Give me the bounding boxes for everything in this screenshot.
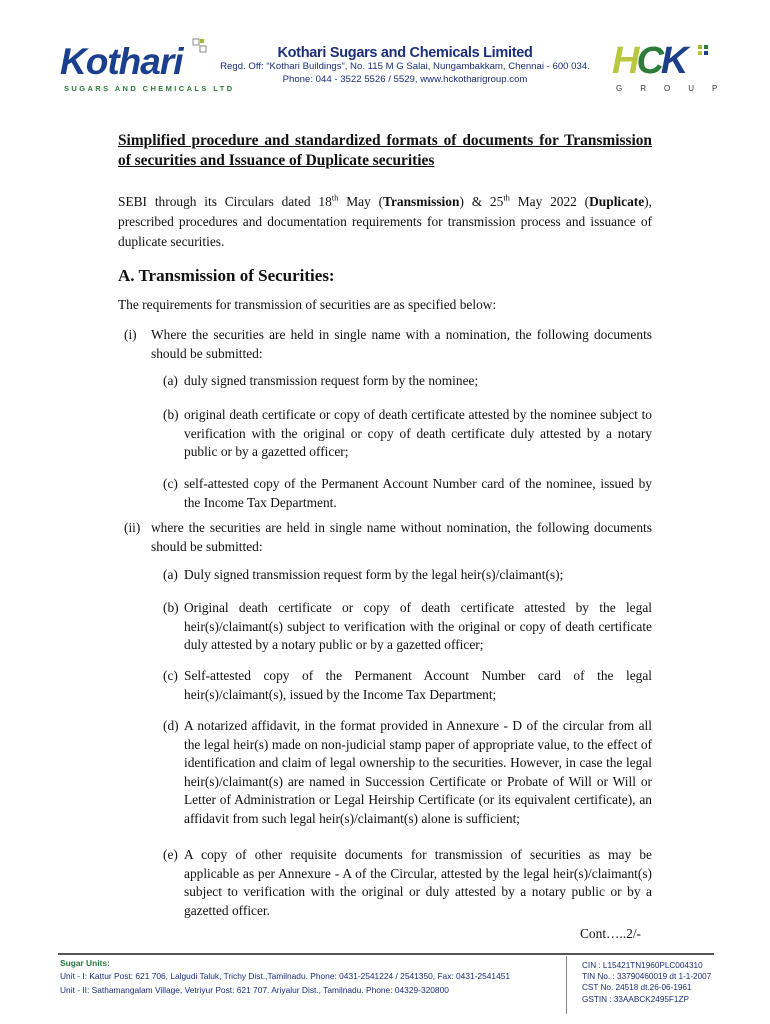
intro-bold-duplicate: Duplicate	[589, 194, 645, 209]
list-item	[163, 406, 652, 462]
case-2	[124, 519, 652, 556]
hck-letter-c: C	[636, 40, 661, 82]
case-2-number: (ii)	[124, 520, 141, 535]
footer-units	[60, 958, 510, 997]
case-1-number: (i)	[124, 327, 137, 342]
section-a-lead: The requirements for transmission of securities are as specified below:	[118, 297, 497, 312]
letterhead	[220, 45, 590, 86]
hck-squares-icon	[696, 44, 712, 62]
list-item	[163, 599, 652, 655]
footer-divider	[566, 956, 567, 1014]
hck-letter-k: K	[660, 40, 686, 82]
section-a-heading: A. Transmission of Securities:	[118, 266, 335, 285]
item-text: A copy of other requisite documents for transmission of securities as may be applicable as per Annexure - A of the Circular, attested by the legal heir(s)/claimant(s) subject to verification with the original or duly attested by a notary public or by a gazetted officer.	[184, 847, 652, 918]
hck-group-logo	[612, 40, 736, 100]
item-number: (c)	[163, 668, 178, 683]
unit-1: Unit - I: Kattur Post: 621 706, Lalgudi Taluk, Trichy Dist.,Tamilnadu. Phone: 0431-2541224 / 2541350, Fax: 0431-2541451	[60, 971, 511, 981]
cst-number: CST No. 24518 dt.26-06-1961	[582, 983, 692, 993]
item-number: (e)	[163, 847, 178, 862]
registered-address: Regd. Off: “Kothari Buildings”, No. 115 M G Salai, Nungambakkam, Chennai - 600 034.	[220, 61, 590, 72]
item-text: original death certificate or copy of death certificate attested by the nominee subject to verification with the original or copy of death certificate duly attested by a notary public or by a gazetted officer;	[184, 407, 652, 460]
cin-number: CIN : L15421TN1960PLC004310	[582, 961, 703, 970]
company-name: Kothari Sugars and Chemicals Limited	[277, 45, 533, 61]
list-item	[163, 717, 652, 829]
item-text: duly signed transmission request form by the nominee;	[184, 373, 479, 388]
intro-bold-transmission: Transmission	[383, 194, 460, 209]
item-text: Duly signed transmission request form by the legal heir(s)/claimant(s);	[184, 567, 564, 582]
item-text: self-attested copy of the Permanent Account Number card of the nominee, issued by the Income Tax Department.	[184, 476, 652, 510]
footer-rule	[58, 953, 714, 955]
item-number: (b)	[163, 407, 179, 422]
intro-text-4: May 2022 (	[509, 194, 590, 209]
continuation-note: Cont…..2/-	[580, 926, 642, 941]
logo-word: Kothari	[60, 41, 183, 82]
item-number: (a)	[163, 567, 178, 582]
intro-text-3: ) & 25	[459, 194, 504, 209]
intro-text-1: SEBI through its Circulars dated 18	[118, 194, 332, 209]
item-text: Self-attested copy of the Permanent Account Number card of the legal heir(s)/claimant(s), issued by the Income Tax Department;	[184, 668, 652, 702]
list-item	[163, 566, 652, 585]
logo-subtitle: SUGARS AND CHEMICALS LTD	[64, 84, 235, 93]
item-text: Original death certificate or copy of death certificate attested by the legal heir(s)/claimant(s) subject to verification with the original or copy of death certificate duly attested by a notary public or by a gazetted officer;	[184, 600, 652, 653]
footer-registration	[582, 960, 711, 1005]
document-title: Simplified procedure and standardized formats of documents for Transmission of securities and Issuance of Duplicate securities	[118, 132, 652, 169]
units-label: Sugar Units:	[60, 958, 110, 968]
item-number: (d)	[163, 718, 179, 733]
case-2-text: where the securities are held in single name without nomination, the following documents should be submitted:	[151, 520, 652, 554]
group-word: GROUP	[616, 84, 736, 93]
hck-letter-h: H	[612, 40, 637, 82]
item-number: (a)	[163, 373, 178, 388]
item-number: (c)	[163, 476, 178, 491]
list-item	[163, 846, 652, 920]
unit-2: Unit - II: Sathamangalam Village, Vetriyur Post: 621 707. Ariyalur Dist., Tamilnadu. Phone: 04329-320800	[60, 985, 449, 995]
case-1	[124, 326, 652, 363]
contact-line: Phone: 044 - 3522 5526 / 5529, www.hckotharigroup.com	[282, 73, 528, 85]
intro-text-5: ), prescribed procedures and documentation requirements for transmission process and issuance of duplicate securities.	[118, 194, 652, 249]
gstin-number: GSTIN : 33AABCK2495F1ZP	[582, 994, 689, 1004]
case-1-text: Where the securities are held in single name with a nomination, the following documents should be submitted:	[151, 327, 652, 361]
list-item	[163, 372, 652, 391]
item-text: A notarized affidavit, in the format provided in Annexure - D of the circular from all the legal heir(s) made on non-judicial stamp paper of appropriate value, to the effect of identification and claim of legal ownership to the securities. However, in case the legal heir(s)/claimant(s) are named in Succession Certificate or Probate of Will or Will or Letter of Administration or Legal Heirship Certificate (or its equivalent certificate), an affidavit from such legal heir(s)/claimant(s) alone is sufficient;	[184, 718, 652, 826]
intro-text-2: May (	[338, 194, 384, 209]
intro-sup-2: th	[503, 192, 510, 203]
intro-sup-1: th	[331, 192, 339, 203]
intro-paragraph	[118, 192, 652, 252]
kothari-logo	[60, 38, 235, 98]
list-item	[163, 667, 652, 704]
hck-letters	[612, 42, 685, 80]
list-item	[163, 475, 652, 512]
tin-number: TIN No. : 33790460019 dt 1-1-2007	[582, 972, 712, 982]
logo-mark-icon	[192, 38, 208, 54]
item-number: (b)	[163, 600, 179, 615]
